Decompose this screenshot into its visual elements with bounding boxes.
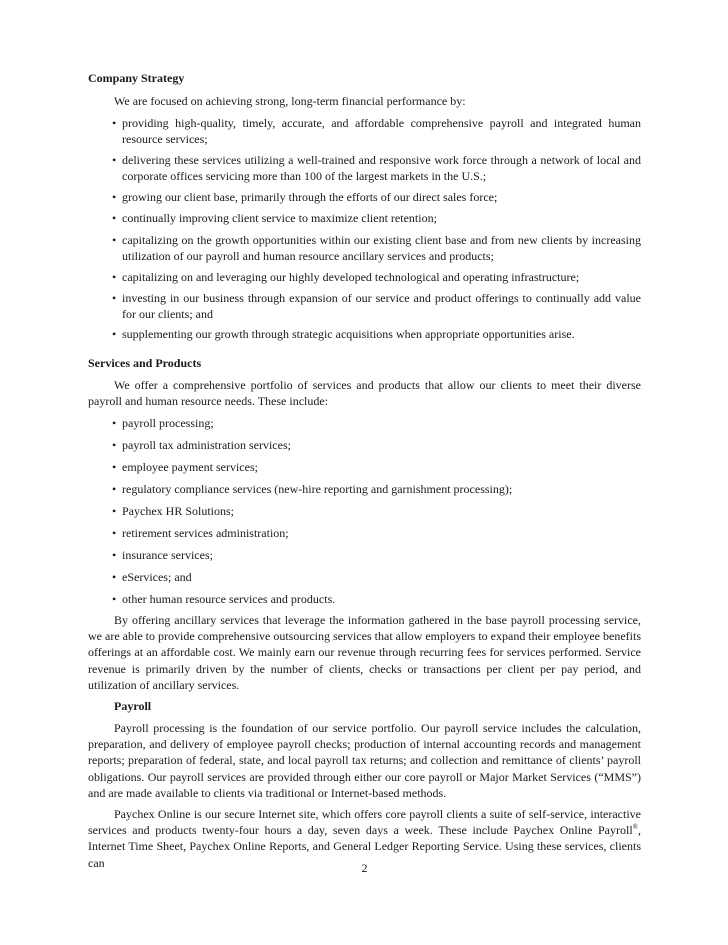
list-item-text: Paychex HR Solutions; [122,504,235,518]
list-item-text: growing our client base, primarily through the efforts of our direct sales force; [122,190,498,204]
bullet-icon: • [112,526,117,540]
list-item-text: retirement services administration; [122,526,289,540]
bullet-icon: • [112,416,117,430]
bullet-icon: • [112,233,117,247]
services-products-closing: By offering ancillary services that leverage the information gathered in the base payroll processing service, we are able to provide comprehensive outsourcing services that allow employers to expand their employee benefits offerings at an affordable cost. We mainly earn our revenue through recurring fees for services performed. Service revenue is primarily driven by the number of clients, checks or transactions per client per pay period, and utilization of ancillary services. [88,613,641,692]
services-products-intro: We offer a comprehensive portfolio of services and products that allow our clients to meet their diverse payroll and human resource needs. These include: [88,378,641,409]
payroll-paragraph-2-part-a: Paychex Online is our secure Internet site, which offers core payroll clients a suite of self-service, interactive services and products twenty-four hours a day, seven days a week. These include Paychex Online Payroll [88,807,641,838]
list-item-text: supplementing our growth through strategic acquisitions when appropriate opportunities arise. [122,327,575,341]
bullet-icon: • [112,211,117,225]
list-item-text: other human resource services and products. [122,592,336,606]
bullet-icon: • [112,570,117,584]
payroll-paragraph-2-part-b: , Internet Time Sheet, Paychex Online Reports, and General Ledger Reporting Service. Using these services, clients can [88,823,641,870]
bullet-icon: • [112,592,117,606]
list-item-text: investing in our business through expansion of our service and product offerings to continually add value for our clients; and [122,291,641,322]
list-item-text: payroll processing; [122,416,214,430]
section-heading-services-products: Services and Products [88,356,202,370]
bullet-icon: • [112,482,117,496]
page-number: 2 [361,861,368,875]
list-item-text: payroll tax administration services; [122,438,291,452]
bullet-icon: • [112,153,117,167]
bullet-icon: • [112,460,117,474]
bullet-icon: • [112,548,117,562]
bullet-icon: • [112,291,117,305]
registered-mark: ® [632,823,638,832]
payroll-paragraph-1: Payroll processing is the foundation of our service portfolio. Our payroll service includes the calculation, preparation, and delivery of employee payroll checks; production of internal accounting records and management reports; preparation of federal, state, and local payroll tax returns; and collection and remittance of clients’ payroll obligations. Our payroll services are provided through either our core payroll or Major Market Services (“MMS”) and are made available to clients via traditional or Internet-based methods. [88,721,641,800]
bullet-icon: • [112,327,117,341]
bullet-icon: • [112,438,117,452]
list-item-text: employee payment services; [122,460,258,474]
list-item-text: capitalizing on the growth opportunities within our existing client base and from new clients by increasing utilization of our payroll and human resource ancillary services and products; [122,233,641,264]
list-item-text: capitalizing on and leveraging our highly developed technological and operating infrastructure; [122,270,580,284]
list-item-text: continually improving client service to maximize client retention; [122,211,437,225]
list-item-text: eServices; and [122,570,192,584]
bullet-icon: • [112,270,117,284]
bullet-icon: • [112,190,117,204]
list-item-text: regulatory compliance services (new-hire reporting and garnishment processing); [122,482,513,496]
bullet-icon: • [112,116,117,130]
section-heading-company-strategy: Company Strategy [88,71,185,85]
subsection-heading-payroll: Payroll [114,699,152,713]
list-item-text: insurance services; [122,548,213,562]
company-strategy-intro: We are focused on achieving strong, long-term financial performance by: [114,94,466,108]
list-item-text: providing high-quality, timely, accurate, and affordable comprehensive payroll and integrated human resource services; [122,116,641,147]
list-item-text: delivering these services utilizing a well-trained and responsive work force through a network of local and corporate offices servicing more than 100 of the largest markets in the U.S.; [122,153,641,184]
bullet-icon: • [112,504,117,518]
